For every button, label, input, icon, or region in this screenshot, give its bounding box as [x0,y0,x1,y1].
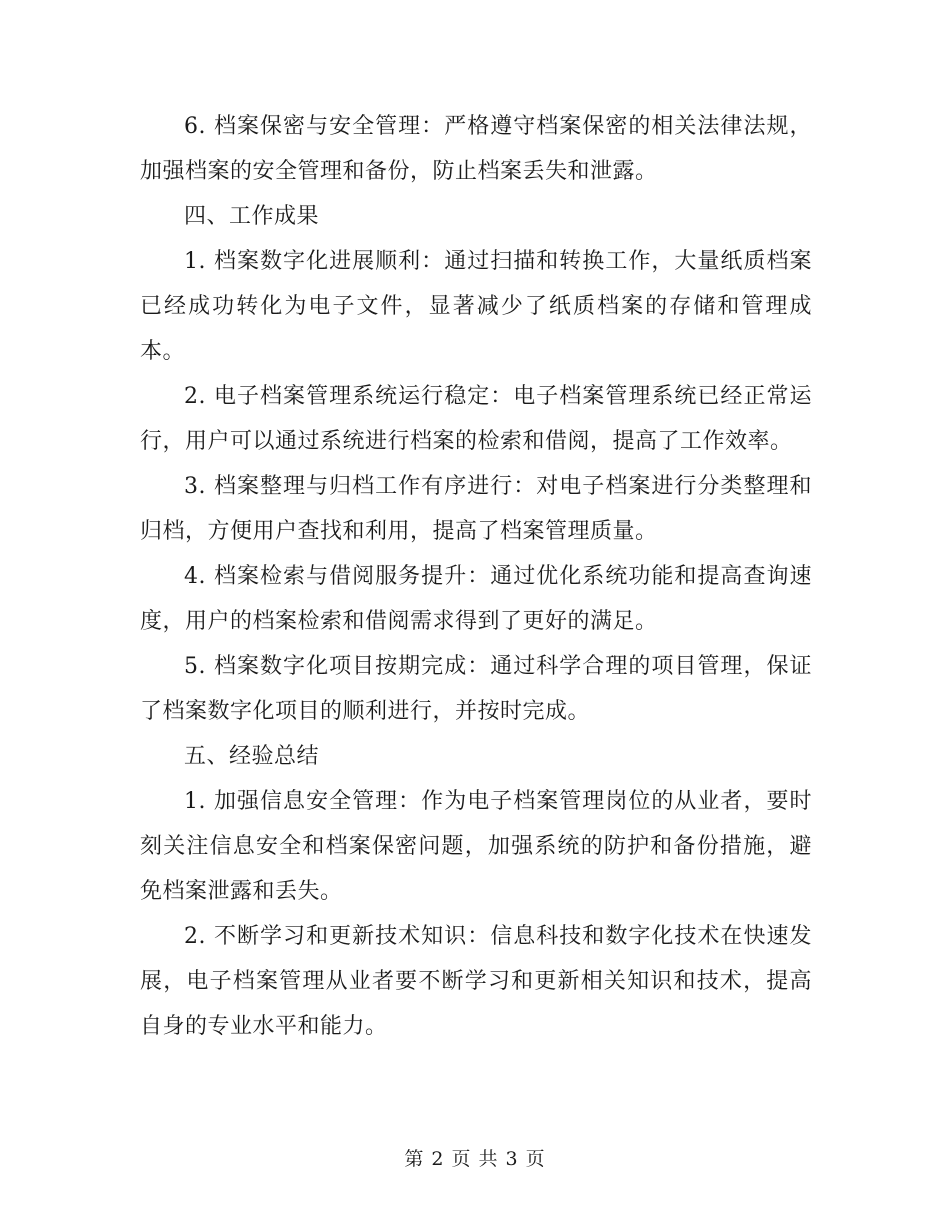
section-heading-experience-summary: 五、经验总结 [184,744,320,769]
paragraph-item-6-confidentiality: 6. 档案保密与安全管理：严格遵守档案保密的相关法律法规，加强档案的安全管理和备份，防止档案丢失和泄露。 [140,114,812,184]
paragraph-result-4: 4. 档案检索与借阅服务提升：通过优化系统功能和提高查询速度，用户的档案检索和借阅需求得到了更好的满足。 [140,564,812,634]
paragraph-experience-2: 2. 不断学习和更新技术知识：信息科技和数字化技术在快速发展，电子档案管理从业者要不断学习和更新相关知识和技术，提高自身的专业水平和能力。 [140,924,812,1039]
paragraph-experience-1: 1. 加强信息安全管理：作为电子档案管理岗位的从业者，要时刻关注信息安全和档案保密问题，加强系统的防护和备份措施，避免档案泄露和丢失。 [140,789,812,904]
paragraph-result-3: 3. 档案整理与归档工作有序进行：对电子档案进行分类整理和归档，方便用户查找和利用，提高了档案管理质量。 [140,474,812,544]
document-body [140,104,812,1049]
page-number-footer: 第 2 页 共 3 页 [404,1148,546,1170]
paragraph-result-5: 5. 档案数字化项目按期完成：通过科学合理的项目管理，保证了档案数字化项目的顺利进行，并按时完成。 [140,654,812,724]
paragraph-result-1: 1. 档案数字化进展顺利：通过扫描和转换工作，大量纸质档案已经成功转化为电子文件，显著减少了纸质档案的存储和管理成本。 [140,249,812,364]
paragraph-result-2: 2. 电子档案管理系统运行稳定：电子档案管理系统已经正常运行，用户可以通过系统进行档案的检索和借阅，提高了工作效率。 [140,384,812,454]
section-heading-work-results: 四、工作成果 [184,204,320,229]
